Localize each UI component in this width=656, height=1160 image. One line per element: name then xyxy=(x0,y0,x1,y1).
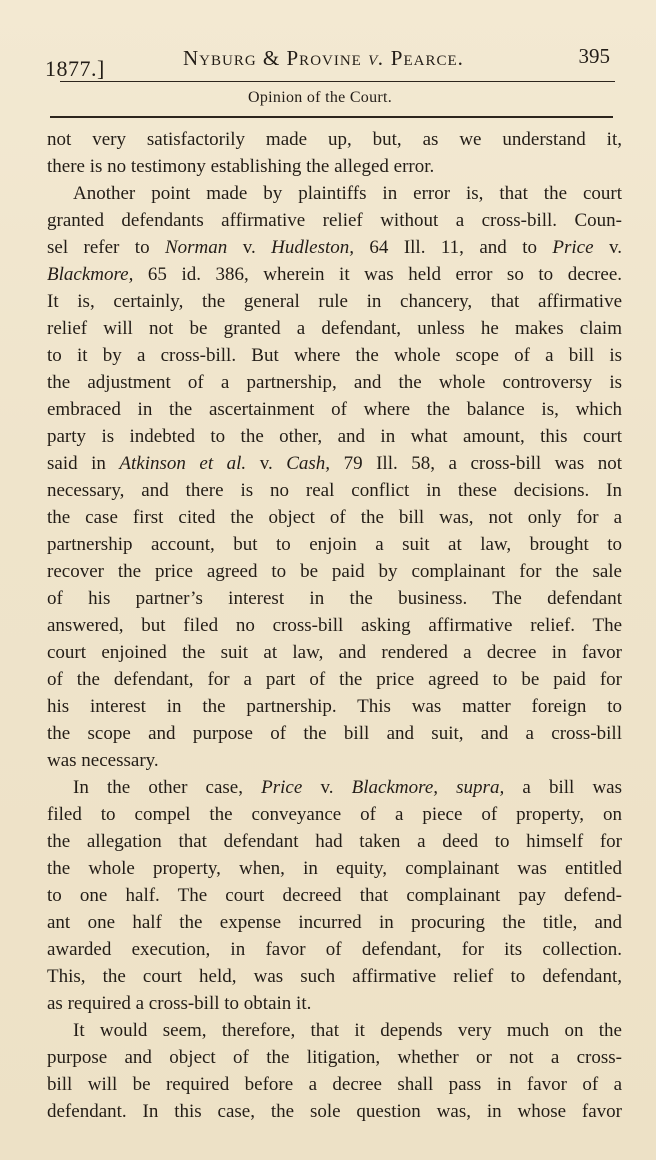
text-segment: party is indebted to the other, and in what amount, this court xyxy=(47,426,622,447)
text-line xyxy=(47,450,622,477)
case-title-versus: v. xyxy=(368,46,385,70)
running-head xyxy=(45,40,620,81)
text-line xyxy=(47,585,622,612)
text-line xyxy=(47,234,622,261)
text-segment: v. xyxy=(246,453,287,474)
text-segment: recover the price agreed to be paid by complainant for the sale xyxy=(47,561,622,582)
text-line xyxy=(47,1098,622,1125)
italic-citation: Blackmore, supra, xyxy=(351,777,505,798)
italic-citation: Blackmore, xyxy=(47,264,134,285)
text-line xyxy=(47,828,622,855)
text-segment: 79 Ill. 58, a cross-bill was not xyxy=(330,453,623,474)
text-line xyxy=(47,747,622,774)
text-segment: Another point made by plaintiffs in error is, that the court xyxy=(73,183,622,204)
text-line xyxy=(47,1017,622,1044)
case-title-plaintiffs: Nyburg & Provine xyxy=(183,46,362,70)
text-segment: to it by a cross-bill. But where the whole scope of a bill is xyxy=(47,345,622,366)
text-line xyxy=(47,531,622,558)
year-label: 1877.] xyxy=(45,56,105,81)
text-line xyxy=(47,693,622,720)
text-segment: relief will not be granted a defendant, unless he makes claim xyxy=(47,318,622,339)
text-segment: the allegation that defendant had taken a deed to himself for xyxy=(47,831,622,852)
text-line xyxy=(47,855,622,882)
text-line xyxy=(47,774,622,801)
text-segment: purpose and object of the litigation, whether or not a cross- xyxy=(47,1047,622,1068)
text-segment: was necessary. xyxy=(47,750,159,771)
text-segment: said in xyxy=(47,453,120,474)
text-line xyxy=(47,936,622,963)
text-segment: of his partner’s interest in the business. The defendant xyxy=(47,588,622,609)
case-title xyxy=(183,46,464,71)
text-line xyxy=(47,1044,622,1071)
text-line xyxy=(47,558,622,585)
text-segment: granted defendants affirmative relief without a cross-bill. Coun- xyxy=(47,210,622,231)
text-line xyxy=(47,207,622,234)
section-subhead: Opinion of the Court. xyxy=(248,89,393,106)
text-line xyxy=(47,801,622,828)
text-line xyxy=(47,909,622,936)
text-segment: In the other case, xyxy=(73,777,262,798)
text-line xyxy=(47,720,622,747)
page-number: 395 xyxy=(578,44,610,68)
text-segment: court enjoined the suit at law, and rendered a decree in favor xyxy=(47,642,622,663)
text-line xyxy=(47,882,622,909)
text-line xyxy=(47,369,622,396)
header-rule-bottom xyxy=(50,116,613,118)
case-title-defendant: Pearce. xyxy=(390,46,464,70)
italic-citation: Hudleston, xyxy=(271,237,354,258)
italic-citation: Cash, xyxy=(286,453,331,474)
text-line xyxy=(47,423,622,450)
text-line xyxy=(47,990,622,1017)
text-segment: filed to compel the conveyance of a piece of property, on xyxy=(47,804,622,825)
text-line xyxy=(47,963,622,990)
text-segment: his interest in the partnership. This was matter foreign to xyxy=(47,696,622,717)
text-segment: the whole property, when, in equity, complainant was entitled xyxy=(47,858,622,879)
text-segment: v. xyxy=(593,237,622,258)
text-line xyxy=(47,639,622,666)
text-segment: bill will be required before a decree shall pass in favor of a xyxy=(47,1074,622,1095)
text-segment: the adjustment of a partnership, and the whole controversy is xyxy=(47,372,622,393)
text-line xyxy=(47,153,622,180)
text-segment: This, the court held, was such affirmative relief to defendant, xyxy=(47,966,622,987)
text-line xyxy=(47,342,622,369)
text-segment: v. xyxy=(302,777,352,798)
text-segment: necessary, and there is no real conflict in these decisions. In xyxy=(47,480,622,501)
text-segment: answered, but filed no cross-bill asking affirmative relief. The xyxy=(47,615,622,636)
text-segment: of the defendant, for a part of the price agreed to be paid for xyxy=(47,669,622,690)
text-segment: ant one half the expense incurred in procuring the title, and xyxy=(47,912,622,933)
italic-citation: Atkinson et al. xyxy=(119,453,247,474)
text-segment: It is, certainly, the general rule in chancery, that affirmative xyxy=(47,291,622,312)
text-segment: the scope and purpose of the bill and suit, and a cross-bill xyxy=(47,723,622,744)
text-line xyxy=(47,315,622,342)
text-segment: embraced in the ascertainment of where the balance is, which xyxy=(47,399,622,420)
text-segment: It would seem, therefore, that it depends very much on the xyxy=(73,1020,622,1041)
text-line xyxy=(47,396,622,423)
text-segment: awarded execution, in favor of defendant, for its collection. xyxy=(47,939,622,960)
opinion-body-text xyxy=(47,126,622,1125)
text-line xyxy=(47,666,622,693)
text-segment: 65 id. 386, wherein it was held error so to decree. xyxy=(133,264,622,285)
text-segment: v. xyxy=(227,237,272,258)
text-segment: there is no testimony establishing the alleged error. xyxy=(47,156,435,177)
text-line xyxy=(47,612,622,639)
text-line xyxy=(47,126,622,153)
text-segment: a bill was xyxy=(504,777,622,798)
text-line xyxy=(47,477,622,504)
italic-citation: Norman xyxy=(164,237,228,258)
text-segment: to one half. The court decreed that complainant pay defend- xyxy=(47,885,622,906)
italic-citation: Price xyxy=(552,237,594,258)
text-line xyxy=(47,261,622,288)
text-segment: defendant. In this case, the sole question was, in whose favor xyxy=(47,1101,622,1122)
text-segment: sel refer to xyxy=(47,237,165,258)
text-segment: as required a cross-bill to obtain it. xyxy=(47,993,312,1014)
text-line xyxy=(47,180,622,207)
text-line xyxy=(47,288,622,315)
text-segment: the case first cited the object of the bill was, not only for a xyxy=(47,507,622,528)
text-segment: not very satisfactorily made up, but, as we understand it, xyxy=(47,129,622,150)
text-line xyxy=(47,504,622,531)
header-rule-top xyxy=(60,81,615,82)
text-line xyxy=(47,1071,622,1098)
text-segment: 64 Ill. 11, and to xyxy=(354,237,553,258)
italic-citation: Price xyxy=(261,777,303,798)
text-segment: partnership account, but to enjoin a suit at law, brought to xyxy=(47,534,622,555)
